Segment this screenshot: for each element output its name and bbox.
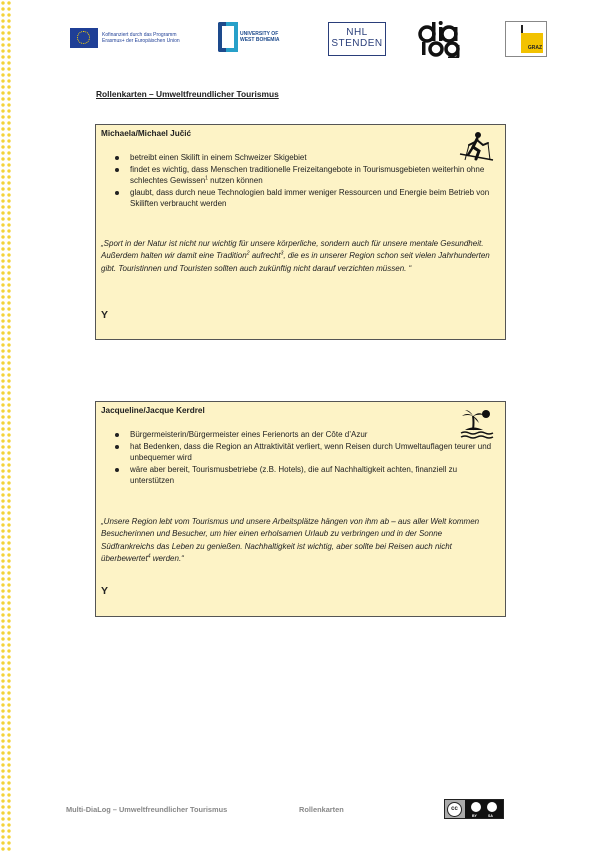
card-mark: Y — [101, 585, 109, 597]
eu-logo — [70, 28, 182, 48]
header-logos — [0, 20, 600, 60]
card-bullet-list — [96, 152, 505, 210]
list-item: findet es wichtig, dass Menschen traditionelle Freizeitangebote in Tourismusgebieten weiterhin ohne schlechtes Gewissen$^1$ nutzen können — [96, 164, 505, 186]
list-item: hat Bedenken, dass die Region an Attraktivität verliert, wenn Reisen durch Umweltauflagen teurer und unbequemer wird — [96, 441, 505, 463]
document-title: Rollenkarten – Umweltfreundlicher Tourismus — [96, 89, 279, 99]
nhl-logo-line2: STENDEN — [331, 38, 383, 49]
list-item: betreibt einen Skilift in einem Schweizer Skigebiet — [96, 152, 505, 163]
card-quote: „Unsere Region lebt vom Tourismus und unsere Arbeitsplätze hängen von ihm ab – aus aller Welt kommen Besucherinnen und Besucher, um hier einen erholsamen Urlaub zu verbringen und in der Sonne Südfrankreichs das Leben zu genießen. Nachhaltigkeit ist wichtig, aber sollte bei Reisen auch nicht überbewertet$^4$ werden.“ — [101, 517, 480, 563]
cc-sa-label: SA — [488, 814, 493, 818]
dialog-logo-icon — [418, 20, 470, 58]
footer-title: Multi-DiaLog – Umweltfreundlicher Tourismus — [66, 805, 228, 814]
uni-graz-logo-text: GRAZ — [527, 45, 542, 51]
card-name: Jacqueline/Jacque Kerdrel — [101, 406, 205, 415]
cc-by-sa-icon — [444, 799, 504, 819]
decorative-dot-border — [0, 0, 12, 852]
uwb-logo-text: UNIVERSITY OF WEST BOHEMIA — [240, 31, 280, 43]
uwb-logo — [218, 22, 280, 52]
role-card-jacqueline — [95, 401, 506, 617]
list-item: Bürgermeisterin/Bürgermeister eines Ferienorts an der Côte d’Azur — [96, 429, 505, 440]
footer-section: Rollenkarten — [299, 805, 344, 814]
eu-flag-icon — [70, 28, 98, 48]
card-name: Michaela/Michael Jučić — [101, 129, 192, 138]
list-item: wäre aber bereit, Tourismusbetriebe (z.B. Hotels), die auf Nachhaltigkeit achten, finanziell zu unterstützen — [96, 464, 505, 486]
card-bullet-list — [96, 429, 505, 487]
uni-graz-logo-icon — [505, 21, 547, 57]
nhl-stenden-logo — [328, 22, 386, 56]
role-card-michaela — [95, 124, 506, 340]
cc-label: cc — [447, 802, 462, 817]
eu-logo-text: Kofinanziert durch das Programm Erasmus+ der Europäischen Union — [102, 31, 180, 44]
uwb-logo-icon — [218, 22, 234, 52]
list-item: glaubt, dass durch neue Technologien bald immer weniger Ressourcen und Energie beim Betrieb von Skiliften verbraucht werden — [96, 187, 505, 209]
nhl-logo-line1: NHL — [346, 27, 368, 38]
card-quote: „Sport in der Natur ist nicht nur wichtig für unsere körperliche, sondern auch für unsere mentale Gesundheit. Außerdem halten wir damit eine Tradition$^2$ aufrecht$^3$, die es in unserer Region schon seit vielen Jahrhunderten gibt. Touristinnen und Touristen sollten auch zukünftig nicht darauf verzichten müssen. “ — [101, 239, 490, 273]
card-mark: Y — [101, 309, 109, 321]
cc-by-label: BY — [472, 814, 477, 818]
